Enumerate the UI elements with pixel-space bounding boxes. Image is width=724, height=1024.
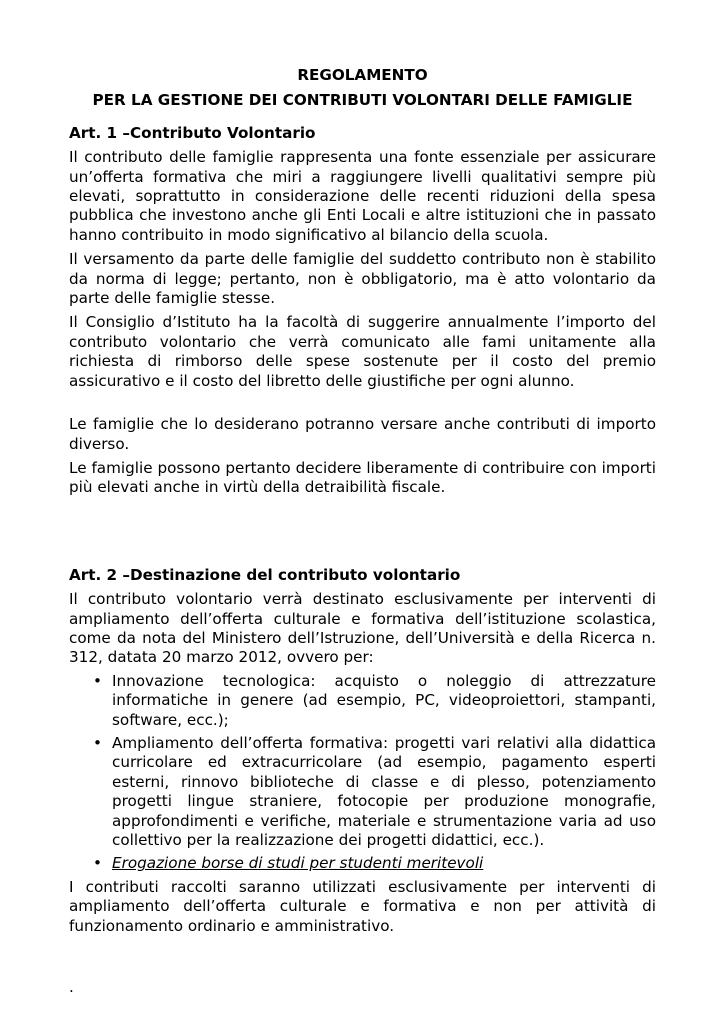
bullet-marker: • (93, 671, 102, 690)
list-item (69, 854, 656, 873)
art1-heading: Art. 1 –Contributo Volontario (69, 123, 316, 142)
art1-paragraph-2: Il versamento da parte delle famiglie del suddetto contributo non è stabilito da norma di legge; pertanto, non è obbligatorio, ma è atto volontario da parte delle famiglie stesse. (69, 250, 656, 308)
bullet-text: Erogazione borse di studi per studenti meritevoli (112, 854, 484, 873)
bullet-text: Innovazione tecnologica: acquisto o noleggio di attrezzature informatiche in genere (ad esempio, PC, videoproiettori, stampanti, software, ecc.); (112, 671, 656, 729)
document-subtitle: PER LA GESTIONE DEI CONTRIBUTI VOLONTARI DELLE FAMIGLIE (92, 91, 633, 110)
trailing-dot: . (69, 978, 74, 997)
bullet-marker: • (93, 854, 102, 873)
bullet-marker: • (93, 733, 102, 752)
art1-paragraph-3: Il Consiglio d’Istituto ha la facoltà di suggerire annualmente l’importo del contributo volontario che verrà comunicato alle fami unitamente alla richiesta di rimborso delle spese sostenute per il costo del premio assicurativo e il costo del libretto delle giustifiche per ogni alunno. (69, 313, 656, 390)
list-item (69, 672, 656, 730)
art2-bullet-list (69, 672, 656, 874)
document-title: REGOLAMENTO (297, 66, 428, 84)
art1-paragraph-1: Il contributo delle famiglie rappresenta una fonte essenziale per assicurare un’offerta formativa che miri a raggiungere livelli qualitativi sempre più elevati, soprattutto in considerazione delle recenti riduzioni della spesa pubblica che investono anche gli Enti Locali e altre istituzioni che in passato hanno contribuito in modo significativo al bilancio della scuola. (69, 148, 656, 244)
bullet-text: Ampliamento dell’offerta formativa: progetti vari relativi alla didattica curricolare ed extracurricolare (ad esempio, pagamento esperti esterni, rinnovo biblioteche di classe e di plesso, potenziamento progetti lingue straniere, fotocopie per produzione monografie, approfondimenti e verifiche, materiale e strumentazione varia ad uso collettivo per la realizzazione dei progetti didattici, ecc.). (112, 733, 656, 849)
art1-paragraph-5: Le famiglie possono pertanto decidere liberamente di contribuire con importi più elevati anche in virtù della detraibilità fiscale. (69, 458, 656, 497)
art2-closing: I contributi raccolti saranno utilizzati esclusivamente per interventi di ampliamento dell’offerta culturale e formativa e non per attività di funzionamento ordinario e amministrativo. (69, 877, 656, 935)
art2-heading: Art. 2 –Destinazione del contributo volontario (69, 565, 461, 584)
art2-intro: Il contributo volontario verrà destinato esclusivamente per interventi di ampliamento dell’offerta culturale e formativa dell’istituzione scolastica, come da nota del Ministero dell’Istruzione, dell’Università e della Ricerca n. 312, datata 20 marzo 2012, ovvero per: (69, 590, 656, 667)
document-page (69, 66, 656, 997)
list-item (69, 734, 656, 850)
art1-paragraph-4: Le famiglie che lo desiderano potranno versare anche contributi di importo diverso. (69, 415, 656, 453)
